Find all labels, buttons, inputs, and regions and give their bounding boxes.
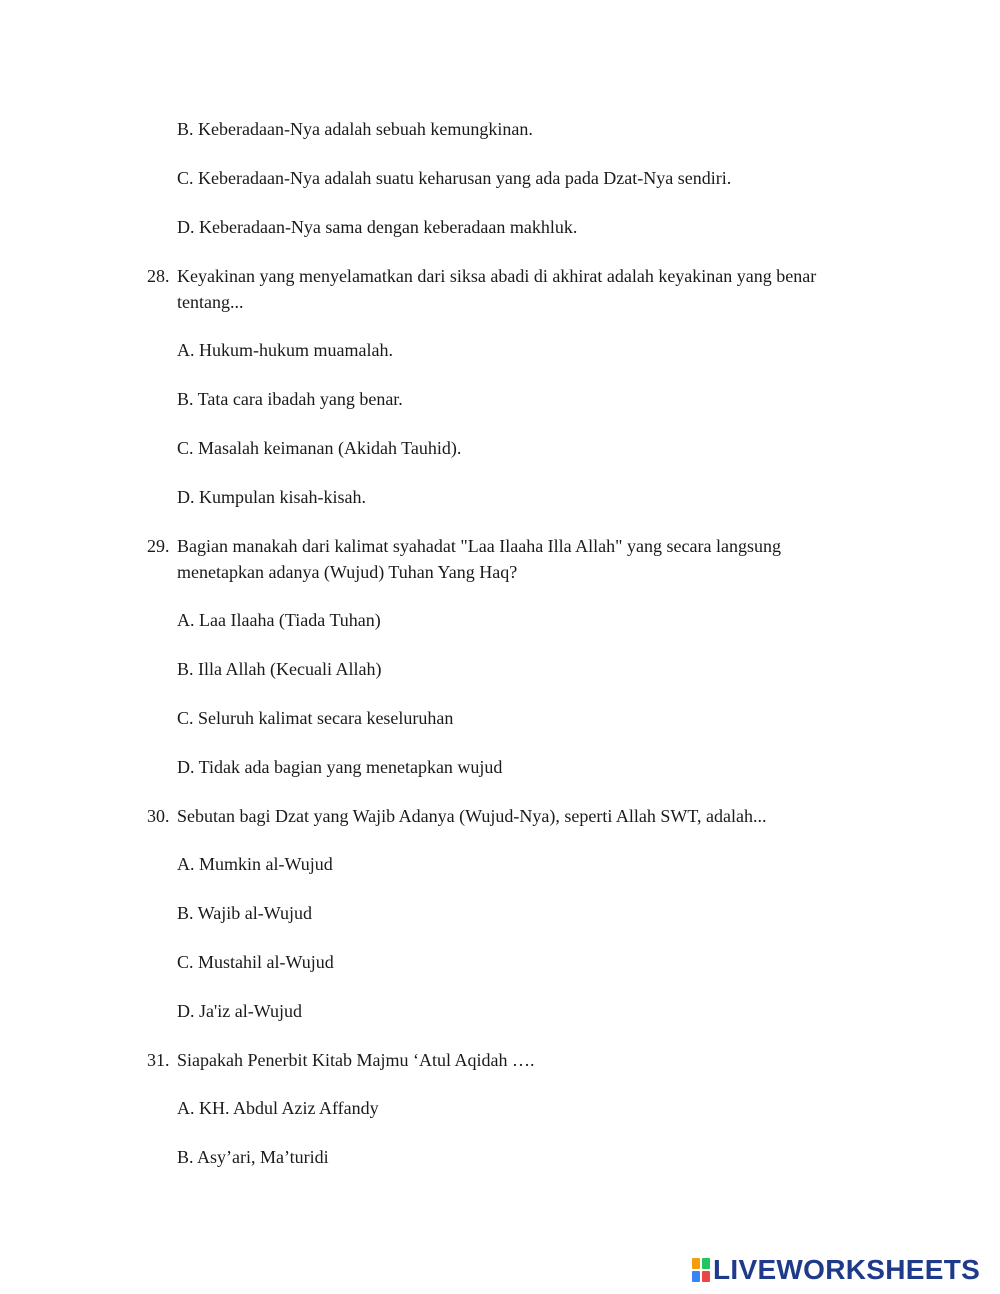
q31-number: 31. xyxy=(147,1050,170,1070)
q30-option-c: C. Mustahil al-Wujud xyxy=(177,952,334,972)
liveworksheets-logo[interactable] xyxy=(692,1256,980,1284)
q29-option-d: D. Tidak ada bagian yang menetapkan wujud xyxy=(177,757,503,777)
q27-option-b: B. Keberadaan-Nya adalah sebuah kemungkinan. xyxy=(177,119,533,139)
q29-option-c: C. Seluruh kalimat secara keseluruhan xyxy=(177,708,454,728)
q29-text-line1: Bagian manakah dari kalimat syahadat "Laa Ilaaha Illa Allah" yang secara langsung xyxy=(177,536,781,556)
logo-tile-2 xyxy=(702,1258,710,1269)
q28-text-line1: Keyakinan yang menyelamatkan dari siksa abadi di akhirat adalah keyakinan yang benar xyxy=(177,266,817,286)
live-tiles-icon xyxy=(692,1258,710,1282)
q30-number: 30. xyxy=(147,806,170,826)
q28-option-b: B. Tata cara ibadah yang benar. xyxy=(177,389,403,409)
q29-number: 29. xyxy=(147,536,170,556)
logo-wordmark: LIVEWORKSHEETS xyxy=(713,1254,981,1285)
q29-option-b: B. Illa Allah (Kecuali Allah) xyxy=(177,659,382,679)
q29-text-line2: menetapkan adanya (Wujud) Tuhan Yang Haq? xyxy=(177,562,518,582)
q28-option-c: C. Masalah keimanan (Akidah Tauhid). xyxy=(177,438,462,458)
q30-option-d: D. Ja'iz al-Wujud xyxy=(177,1001,302,1021)
q31-option-b: B. Asy’ari, Ma’turidi xyxy=(177,1147,329,1167)
q29-option-a: A. Laa Ilaaha (Tiada Tuhan) xyxy=(177,610,381,630)
q28-number: 28. xyxy=(147,266,170,286)
q28-option-d: D. Kumpulan kisah-kisah. xyxy=(177,487,366,507)
q31-text-line1: Siapakah Penerbit Kitab Majmu ‘Atul Aqidah …. xyxy=(177,1050,535,1070)
logo-tile-4 xyxy=(702,1271,710,1282)
q27-option-d: D. Keberadaan-Nya sama dengan keberadaan makhluk. xyxy=(177,217,578,237)
q27-option-c: C. Keberadaan-Nya adalah suatu keharusan yang ada pada Dzat-Nya sendiri. xyxy=(177,168,732,188)
q30-option-b: B. Wajib al-Wujud xyxy=(177,903,312,923)
q28-option-a: A. Hukum-hukum muamalah. xyxy=(177,340,393,360)
logo-tile-3 xyxy=(692,1271,700,1282)
q28-text-line2: tentang... xyxy=(177,292,244,312)
q30-option-a: A. Mumkin al-Wujud xyxy=(177,854,333,874)
q30-text-line1: Sebutan bagi Dzat yang Wajib Adanya (Wujud-Nya), seperti Allah SWT, adalah... xyxy=(177,806,767,826)
logo-tile-1 xyxy=(692,1258,700,1269)
q31-option-a: A. KH. Abdul Aziz Affandy xyxy=(177,1098,379,1118)
